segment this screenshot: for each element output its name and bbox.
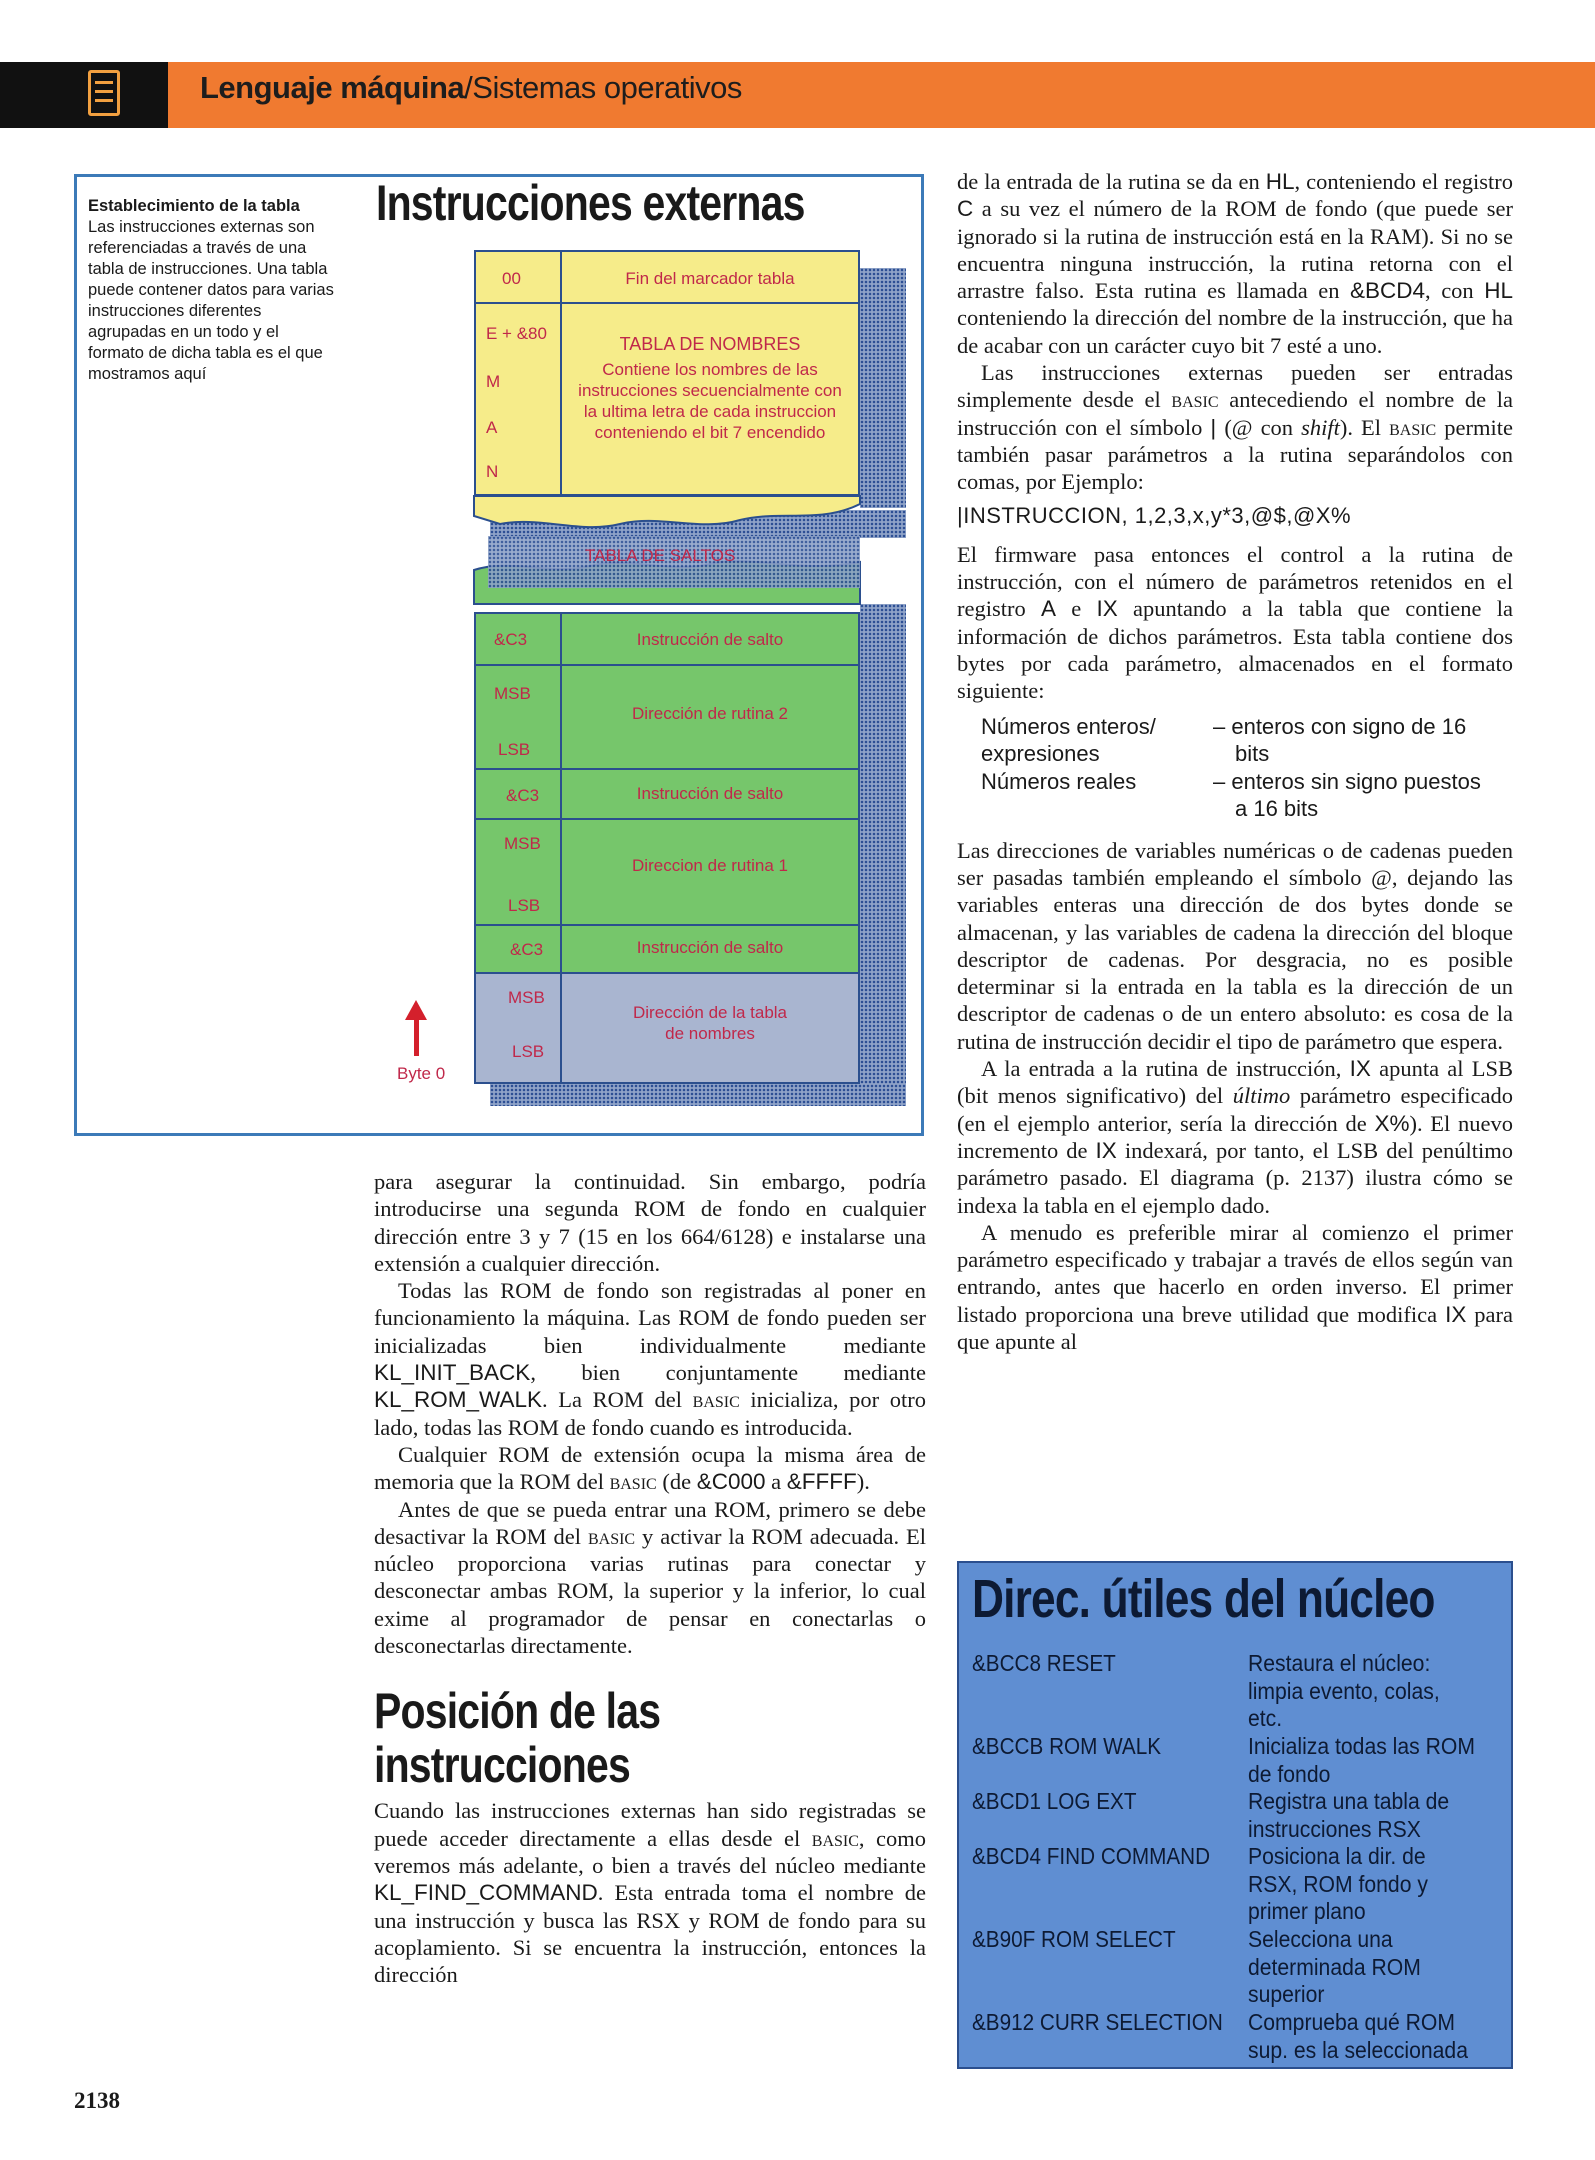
lsb-3: LSB [512, 1042, 545, 1061]
cell-name-letters [474, 302, 562, 496]
page-number: 2138 [74, 2088, 120, 2113]
cell-msb-lsb-2 [474, 818, 562, 926]
names-title: TABLA DE NOMBRES [619, 334, 801, 354]
address-label: &BCC8 RESET [972, 1650, 1116, 1676]
paragraph: de la entrada de la rutina se da en HL, conteniendo el registro C a su vez el número de la ROM de fondo (que puede ser ignorado si la rutina de instrucción está en la RAM). Si no se encuentra ninguna instrucción, la rutina retorna con el arrastre falso. Esta rutina es llamada en &BCD4, con HL conteniendo la dirección del nombre de la instrucción, que ha de acabar con un carácter cuyo bit 7 esté a uno. [957, 169, 1513, 358]
arrow-up-icon [405, 1000, 427, 1020]
heading [374, 1739, 926, 1797]
cell-end-marker-code: 00 [474, 250, 562, 304]
format-reals-desc-2: a 16 bits [1235, 795, 1319, 821]
address-description: Registra una tabla de instrucciones RSX [1248, 1788, 1450, 1842]
address-label: &BCD4 FIND COMMAND [972, 1843, 1211, 1869]
section-icon [88, 70, 120, 116]
address-description: Inicializa todas las ROM de fondo [1248, 1733, 1475, 1787]
lsb-2: LSB [508, 896, 541, 915]
kernel-addresses-title: Direc. útiles del núcleo [972, 1569, 1435, 1629]
letter-n: N [486, 462, 499, 481]
header-bar-dark [0, 62, 168, 128]
cell-jump-instr-3: Instrucción de salto [560, 924, 860, 974]
paragraph: El firmware pasa entonces el control a la rutina de instrucción, con el número de parámetros retenidos en el registro A e IX apuntando a la tabla que contiene la información de dichos parámetros. Esta tabla contiene dos bytes por cada parámetro, almacenados en el formato siguiente: [957, 541, 1513, 704]
format-integers-desc-2: bits [1235, 740, 1270, 766]
address-description: Selecciona una determinada ROM superior [1248, 1926, 1421, 2007]
cell-names-table [560, 302, 860, 496]
heading [374, 1685, 926, 1739]
paragraph: para asegurar la continuidad. Sin embargo, podría introducirse una segunda ROM de fondo en cualquier dirección entre 3 y 7 (15 en los 664/6128) e instalarse una extensión a cualquier dirección. [374, 1169, 926, 1276]
address-description: Comprueba qué ROM sup. es la seleccionada [1248, 2009, 1468, 2063]
letter-m: M [486, 372, 501, 391]
byte-zero-label: Byte 0 [397, 1064, 446, 1083]
cell-c3-2: &C3 [474, 768, 562, 820]
cell-addr-2: Dirección de rutina 2 [560, 664, 860, 770]
cell-end-marker: Fin del marcador tabla [560, 250, 860, 304]
right-column [957, 168, 1513, 1355]
address-description: Posiciona la dir. de RSX, ROM fondo y primer plano [1248, 1843, 1428, 1924]
paragraph: Cuando las instrucciones externas han sido registradas se puede acceder directamente a ellas desde el basic, como veremos más adelante, o bien a través del núcleo mediante KL_FIND_COMMAND. Esta entrada toma el nombre de una instrucción y busca las RSX y ROM de fondo para su acoplamiento. Si se encuentra la instrucción, entonces la dirección [374, 1798, 927, 1988]
format-reals-desc: – enteros sin signo puestos [1213, 768, 1481, 794]
msb-1: MSB [494, 684, 531, 703]
msb-3: MSB [508, 988, 545, 1007]
letter-a: A [486, 418, 498, 437]
heading-line-2: instrucciones [374, 1737, 630, 1794]
cell-c3-1: &C3 [474, 612, 562, 666]
shadow-base [490, 1084, 906, 1106]
lsb-1: LSB [498, 740, 531, 759]
paragraph: A menudo es preferible mirar al comienzo el primer parámetro especificado y trabajar a través de ellos según van entrando, antes que hacerlo en orden inverso. El primer listado proporciona una breve utilidad que modifica IX para que apunte al [957, 1219, 1514, 1354]
address-label: &BCCB ROM WALK [972, 1733, 1162, 1759]
code-example: |INSTRUCCION, 1,2,3,x,y*3,@$,@X% [957, 502, 1352, 528]
arrow-shaft [414, 1018, 419, 1056]
format-integers-label: Números enteros/ [981, 713, 1156, 739]
paragraph: Cualquier ROM de extensión ocupa la misma área de memoria que la ROM del basic (de &C000 a &FFFF). [374, 1441, 926, 1495]
format-table [981, 713, 1513, 825]
heading-line-1: Posición de las [374, 1683, 661, 1740]
cell-jump-instr-2: Instrucción de salto [560, 768, 860, 820]
paragraph: A la entrada a la rutina de instrucción, IX apunta al LSB (bit menos significativo) del último parámetro especificado (en el ejemplo anterior, sería la dirección de X%). El nuevo incremento de IX indexará, por tanto, el LSB del penúltimo parámetro pasado. El diagrama (p. 2137) ilustra cómo se indexa la tabla en el ejemplo dado. [957, 1056, 1514, 1218]
letter-e: E + &80 [486, 324, 547, 343]
section-title: Lenguaje máquina/Sistemas operativos [200, 70, 742, 105]
cell-c3-3: &C3 [474, 924, 562, 974]
cell-msb-lsb-1 [474, 664, 562, 770]
address-description: Restaura el núcleo: limpia evento, colas, etc. [1248, 1650, 1440, 1731]
shadow-bottom [860, 604, 906, 1099]
names-body: Contiene los nombres de las instrucciones secuencialmente con la ultima letra de cada instruccion conteniendo el bit 7 encendido [578, 360, 842, 442]
msb-2: MSB [504, 834, 541, 853]
address-label: &BCD1 LOG EXT [972, 1788, 1137, 1814]
address-label: &B912 CURR SELECTION [972, 2009, 1223, 2035]
format-integers-label-2: expresiones [981, 740, 1100, 766]
paragraph: Las direcciones de variables numéricas o de cadenas pueden ser pasadas también empleando el símbolo @, dejando las variables enteras una dirección de dos bytes donde se almacenan, y las variables de cadena la dirección del bloque descriptor de cadenas. Por desgracia, no es posible determinar si la entrada en la tabla es la dirección de un descriptor de cadenas o de un entero absoluto: es cosa de la rutina de instrucción decidir el tipo de parámetro que espera. [957, 837, 1513, 1054]
figure-caption-title: Establecimiento de la tabla [88, 197, 300, 215]
cell-addr-1: Direccion de rutina 1 [560, 818, 860, 926]
cell-addr-names: Dirección de la tabla de nombres [560, 972, 860, 1084]
format-integers-desc: – enteros con signo de 16 [1213, 713, 1467, 739]
cell-msb-lsb-3 [474, 972, 562, 1084]
paragraph: Antes de que se pueda entrar una ROM, primero se debe desactivar la ROM del basic y activar la ROM adecuada. El núcleo proporciona varias rutinas para conectar y desconectar ambas ROM, la superior y la inferior, lo cual exime al programador de pensar en conectarlas o desconectarlas directamente. [374, 1496, 927, 1659]
address-label: &B90F ROM SELECT [972, 1926, 1176, 1952]
figure-title: Instrucciones externas [376, 175, 805, 231]
paragraph: Todas las ROM de fondo son registradas al poner en funcionamiento la máquina. Las ROM de fondo pueden ser inicializadas bien individualmente mediante KL_INIT_BACK, bien conjuntamente mediante KL_ROM_WALK. La ROM del basic inicializa, por otro lado, todas las ROM de fondo cuando es introducida. [374, 1278, 926, 1440]
left-column [374, 1168, 926, 1988]
jump-table-label: TABLA DE SALTOS [585, 546, 736, 565]
format-reals-label: Números reales [981, 768, 1137, 794]
cell-jump-instr-1: Instrucción de salto [560, 612, 860, 666]
paragraph: Las instrucciones externas pueden ser entradas simplemente desde el basic antecediendo el nombre de la instrucción con el símbolo | (@ con shift). El basic permite también pasar parámetros a la rutina separándolos con comas, por Ejemplo: [957, 360, 1513, 495]
shadow-top [860, 268, 906, 508]
figure-caption [88, 196, 338, 385]
figure-caption-body: Las instrucciones externas son referenciadas a través de una tabla de instrucciones. Una tabla puede contener datos para varias instrucciones diferentes agrupadas en un todo y el formato de dicha tabla es el que mostramos aquí [88, 218, 334, 383]
